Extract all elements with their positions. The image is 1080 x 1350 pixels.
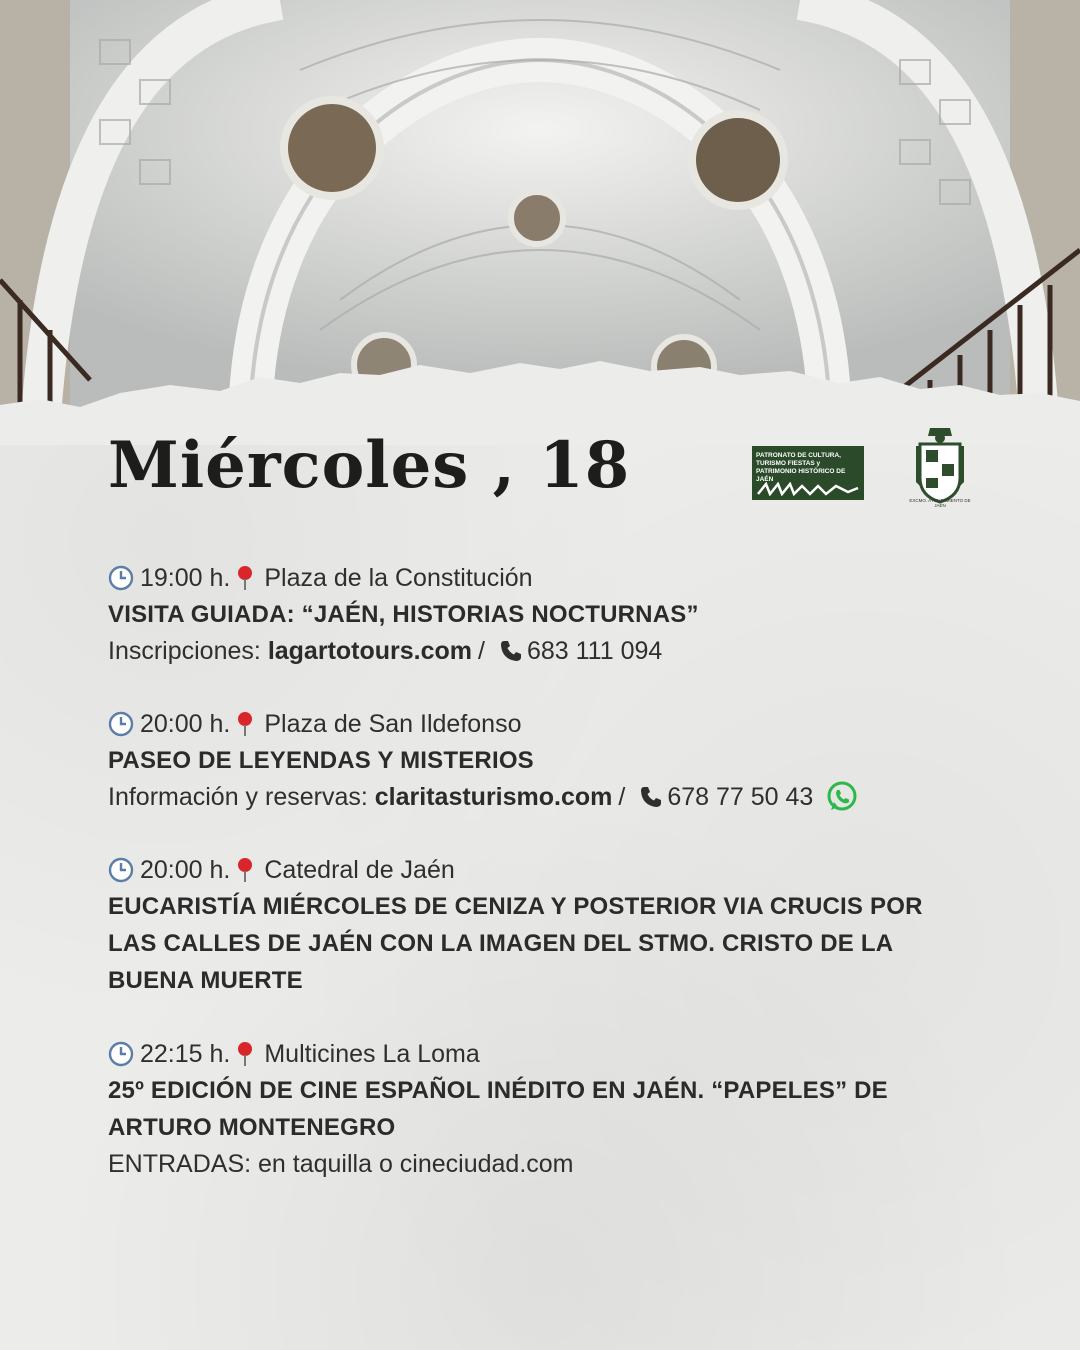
separator: /	[478, 637, 485, 665]
page-title: Miércoles , 18	[108, 428, 631, 503]
event-info-label: Inscripciones:	[108, 637, 261, 665]
event-item	[108, 1036, 1008, 1182]
event-time-place	[108, 706, 1008, 742]
event-time: 22:15 h.	[140, 1040, 231, 1068]
location-pin-icon	[236, 857, 254, 883]
event-list	[108, 560, 1008, 1219]
event-place: Multicines La Loma	[264, 1040, 480, 1068]
event-headline-line: BUENA MUERTE	[108, 967, 303, 994]
event-time-place	[108, 852, 1008, 888]
event-info: ENTRADAS: en taquilla o cineciudad.com	[108, 1150, 574, 1178]
phone-icon	[499, 639, 523, 663]
event-time: 20:00 h.	[140, 856, 231, 884]
event-time-place	[108, 560, 1008, 596]
location-pin-icon	[236, 711, 254, 737]
clock-icon	[108, 857, 134, 883]
event-headline-line: 25º EDICIÓN DE CINE ESPAÑOL INÉDITO EN JAÉN. “PAPELES” DE	[108, 1077, 888, 1104]
event-headline-line: EUCARISTÍA MIÉRCOLES DE CENIZA Y POSTERIOR VIA CRUCIS POR	[108, 893, 923, 920]
event-info	[108, 779, 1008, 815]
event-place: Catedral de Jaén	[264, 856, 455, 884]
ayuntamiento-label: EXCMO. AYUNTAMIENTO DE JAÉN	[909, 498, 971, 508]
location-pin-icon	[236, 565, 254, 591]
event-time: 19:00 h.	[140, 564, 231, 592]
event-website-link[interactable]: lagartotours.com	[267, 637, 473, 665]
event-place: Plaza de San Ildefonso	[264, 710, 522, 738]
separator: /	[618, 783, 626, 811]
phone-icon	[639, 785, 663, 809]
patronato-logo-mark	[756, 482, 860, 496]
clock-icon	[108, 711, 134, 737]
clock-icon	[108, 1041, 134, 1067]
location-pin-icon	[236, 1041, 254, 1067]
event-headline: VISITA GUIADA: “JAÉN, HISTORIAS NOCTURNAS”	[108, 601, 699, 628]
event-item	[108, 560, 1008, 669]
event-item	[108, 706, 1008, 815]
event-headline-line: LAS CALLES DE JAÉN CON LA IMAGEN DEL STMO. CRISTO DE LA	[108, 930, 894, 957]
event-item	[108, 852, 1008, 999]
whatsapp-icon[interactable]	[825, 780, 859, 814]
event-time: 20:00 h.	[140, 710, 231, 738]
event-time-place	[108, 1036, 1008, 1072]
event-info	[108, 633, 1008, 669]
patronato-logo	[752, 446, 864, 500]
event-phone[interactable]: 683 111 094	[526, 637, 663, 665]
event-phone[interactable]: 678 77 50 43	[667, 783, 814, 811]
event-headline: PASEO DE LEYENDAS Y MISTERIOS	[108, 747, 534, 774]
event-info-label: Información y reservas:	[108, 783, 368, 811]
event-place: Plaza de la Constitución	[264, 564, 533, 592]
event-website-link[interactable]: claritasturismo.com	[374, 783, 613, 811]
patronato-logo-text: PATRONATO DE CULTURA, TURISMO FIESTAS y PATRIMONIO HISTÓRICO DE JAÉN	[756, 452, 846, 483]
event-headline-line: ARTURO MONTENEGRO	[108, 1114, 396, 1141]
clock-icon	[108, 565, 134, 591]
